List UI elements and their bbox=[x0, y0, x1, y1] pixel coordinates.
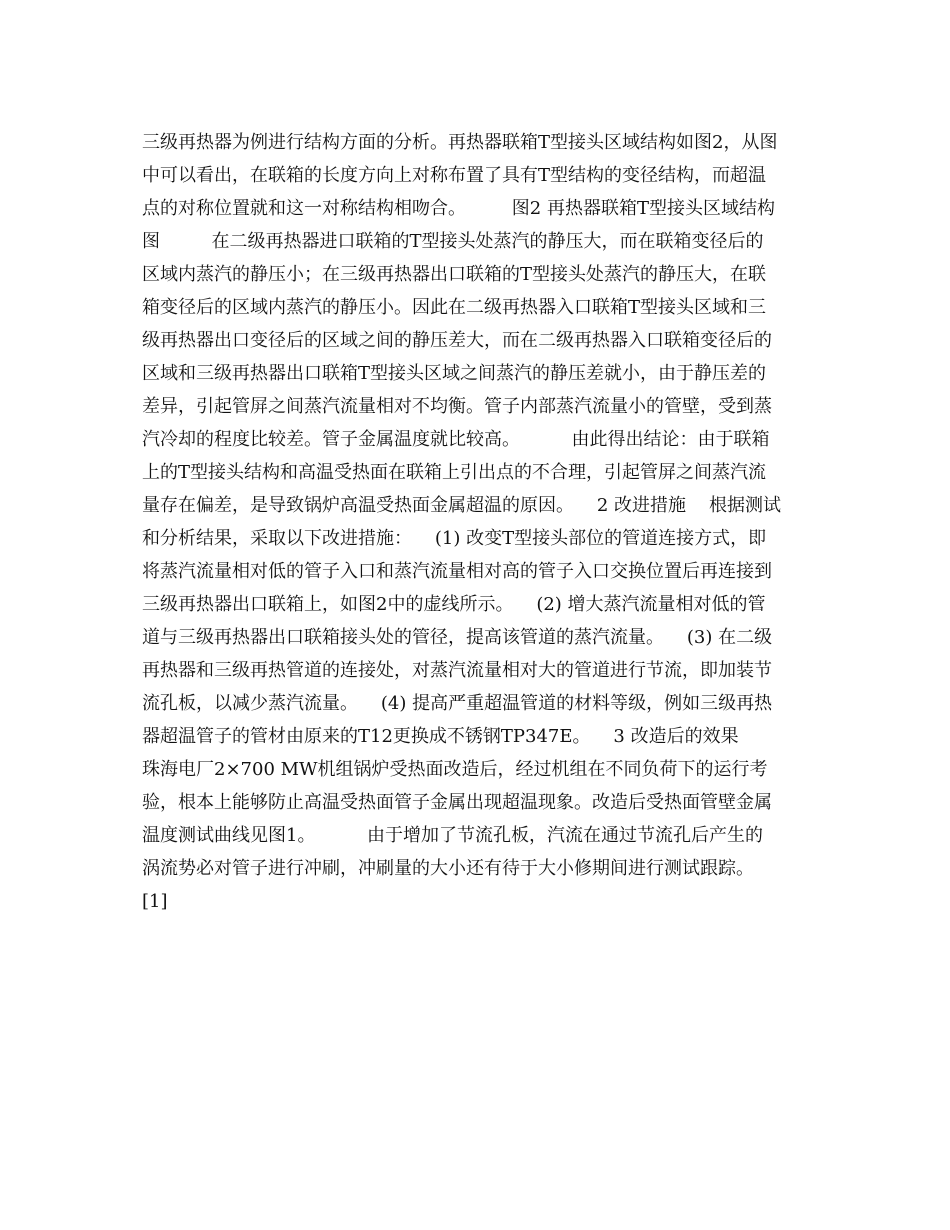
text-line: 中可以看出，在联箱的长度方向上对称布置了具有T型结构的变径结构，而超温 bbox=[142, 165, 767, 186]
text-line: 道与三级再热器出口联箱接头处的管径，提高该管道的蒸汽流量。 (3) 在二级 bbox=[142, 627, 773, 648]
text-line: 图 在二级再热器进口联箱的T型接头处蒸汽的静压大，而在联箱变径后的 bbox=[142, 231, 764, 252]
text-line: 三级再热器出口联箱上，如图2中的虚线所示。 (2) 增大蒸汽流量相对低的管 bbox=[142, 594, 766, 615]
text-line: 珠海电厂2×700 MW机组锅炉受热面改造后，经过机组在不同负荷下的运行考 bbox=[142, 759, 768, 780]
text-line: 再热器和三级再热管道的连接处，对蒸汽流量相对大的管道进行节流，即加装节 bbox=[142, 660, 772, 681]
text-line: 区域和三级再热器出口联箱T型接头区域之间蒸汽的静压差就小，由于静压差的 bbox=[142, 363, 767, 384]
text-line: 器超温管子的管材由原来的T12更换成不锈钢TP347E。 3 改造后的效果 bbox=[142, 726, 739, 747]
text-line: 区域内蒸汽的静压小；在三级再热器出口联箱的T型接头处蒸汽的静压大，在联 bbox=[142, 264, 767, 285]
text-line: 和分析结果，采取以下改进措施： (1) 改变T型接头部位的管道连接方式，即 bbox=[142, 528, 767, 549]
text-line: 箱变径后的区域内蒸汽的静压小。因此在二级再热器入口联箱T型接头区域和三 bbox=[142, 297, 767, 318]
text-line: 级再热器出口变径后的区域之间的静压差大，而在二级再热器入口联箱变径后的 bbox=[142, 330, 772, 351]
text-line: 上的T型接头结构和高温受热面在联箱上引出点的不合理，引起管屏之间蒸汽流 bbox=[142, 462, 767, 483]
text-line: 涡流势必对管子进行冲刷，冲刷量的大小还有待于大小修期间进行测试跟踪。 bbox=[142, 858, 754, 879]
body-text bbox=[142, 126, 822, 918]
text-line: 流孔板，以减少蒸汽流量。 (4) 提高严重超温管道的材料等级，例如三级再热 bbox=[142, 693, 773, 714]
text-line: 温度测试曲线见图1。 由于增加了节流孔板，汽流在通过节流孔后产生的 bbox=[142, 825, 763, 846]
text-line: 量存在偏差，是导致锅炉高温受热面金属超温的原因。 2 改进措施 根据测试 bbox=[142, 495, 781, 516]
text-line: 验，根本上能够防止高温受热面管子金属出现超温现象。改造后受热面管壁金属 bbox=[142, 792, 772, 813]
reference-marker: [1] bbox=[142, 891, 168, 912]
text-line: 将蒸汽流量相对低的管子入口和蒸汽流量相对高的管子入口交换位置后再连接到 bbox=[142, 561, 772, 582]
text-line: 三级再热器为例进行结构方面的分析。再热器联箱T型接头区域结构如图2，从图 bbox=[142, 132, 778, 153]
text-line: 差异，引起管屏之间蒸汽流量相对不均衡。管子内部蒸汽流量小的管壁，受到蒸 bbox=[142, 396, 772, 417]
text-line: 汽冷却的程度比较差。管子金属温度就比较高。 由此得出结论：由于联箱 bbox=[142, 429, 770, 450]
text-line: 点的对称位置就和这一对称结构相吻合。 图2 再热器联箱T型接头区域结构 bbox=[142, 198, 775, 219]
